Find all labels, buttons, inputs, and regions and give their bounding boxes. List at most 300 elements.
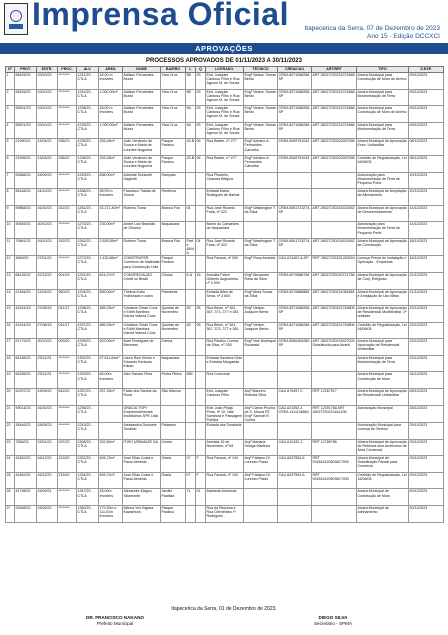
table-cell: CAU A79497-0: [278, 389, 312, 406]
table-cell: [312, 355, 357, 372]
table-row: [6, 89, 444, 106]
table-cell: 2: [6, 89, 15, 106]
table-cell: 55501/23: [15, 106, 37, 123]
column-header: PROC.: [58, 67, 77, 73]
table-cell: ********: [58, 189, 77, 206]
table-cell: 30/11/2023: [409, 506, 444, 523]
table-cell: 5: [6, 139, 15, 156]
table-cell: 626,72m²: [99, 472, 123, 489]
table-cell: 235,00m²: [99, 222, 123, 239]
table-cell: Estr. Joaquim Cardoso Filho e Rua Agenor M. de Souza: [206, 73, 244, 90]
table-row: [6, 389, 444, 406]
table-cell: 09/11/2023: [409, 106, 444, 123]
table-cell: Fabio dos Santos da Rosa: [123, 389, 161, 406]
table-row: [6, 489, 444, 506]
table-cell: 64296/23: [15, 372, 37, 389]
table-cell: 7: [6, 172, 15, 189]
table-cell: Engº Rosa Almeida: [244, 256, 278, 273]
table-cell: [186, 506, 196, 523]
table-cell: ART 28027230231627003 Substituída para Alvará: [312, 339, 357, 356]
table-cell: Yara Cruz: [161, 89, 186, 106]
table-cell: 29/11/2023: [409, 456, 444, 473]
signatory-name: DR. FRANCISCO NAKANO: [86, 615, 144, 620]
table-cell: Cristiane Chiari Cunz e Edith Martinez Garcia Vianna Cunz: [123, 306, 161, 323]
table-cell: 23/11/2023: [409, 306, 444, 323]
table-cell: [196, 439, 206, 456]
table-cell: [186, 405, 196, 422]
table-cell: Bairro do Camarões de Itaquaciara: [206, 222, 244, 239]
table-cell: 257,33m²: [99, 389, 123, 406]
table-cell: CONSTRUFER Comércio de Materiais para Construção Ltda: [123, 256, 161, 273]
table-cell: 9B: [186, 89, 196, 106]
table-cell: 26: [6, 489, 15, 506]
table-cell: 28446/23: [15, 423, 37, 440]
table-cell: [186, 339, 196, 356]
table-cell: 03: [196, 106, 206, 123]
table-cell: [244, 372, 278, 389]
table-cell: Estr. Joaquim Cardoso Filho e Rua Agenor M. de Souza: [206, 106, 244, 123]
table-cell: João Venâncio de Souza e Maria de Lourdes Nogueira: [123, 139, 161, 156]
table-cell: 1295/23 - CTLA: [77, 405, 99, 422]
table-cell: Alvará Municipal de Aprovação de Construção: [357, 238, 409, 255]
column-header: TÉCNICO: [244, 67, 278, 73]
table-cell: 1.432,66m²: [99, 256, 123, 273]
table-cell: ********: [58, 256, 77, 273]
table-cell: ART 28027230231374668: [312, 73, 357, 90]
table-cell: Adilson Fernandes Muniz: [123, 106, 161, 123]
column-header: LOGRADO.: [206, 67, 244, 73]
table-row: [6, 155, 444, 172]
table-cell: 1242/23 - CTLA: [77, 89, 99, 106]
table-cell: 1.000,00m²: [99, 122, 123, 139]
signatory-role: Secretário - SPMA: [313, 621, 353, 626]
table-cell: Rua Bévin, nº 361, 367, 373, 377 e 381: [206, 322, 244, 339]
table-cell: Cristiane Chiari Cunz e Edith Martinez Garcia Vianna Cunz: [123, 322, 161, 339]
table-cell: 14/11/2023: [409, 222, 444, 239]
table-cell: Branca Flor: [161, 238, 186, 255]
table-cell: Rua Baxter, nº 277: [206, 139, 244, 156]
table-row: [6, 456, 444, 473]
table-cell: 16: [6, 322, 15, 339]
table-cell: [312, 189, 357, 206]
table-cell: 03: [196, 73, 206, 90]
table-cell: 04: [196, 238, 206, 255]
table-cell: Adilson Fernandes Muniz: [123, 73, 161, 90]
table-cell: 24/11/2023: [409, 372, 444, 389]
table-cell: Yara Cruz: [161, 106, 186, 123]
table-cell: 26: [186, 306, 196, 323]
table-cell: ********: [58, 73, 77, 90]
table-cell: 041/17: [58, 322, 77, 339]
table-cell: 202,00m²: [99, 339, 123, 356]
table-cell: Alvará Municipal para Movimentação de Terra: [357, 89, 409, 106]
table-cell: 226,28m²: [99, 139, 123, 156]
table-cell: CREA 5069791043: [278, 155, 312, 172]
table-cell: CREA 5070688798: [278, 272, 312, 289]
table-cell: 336/22: [58, 155, 77, 172]
table-cell: 29/11/2023: [409, 439, 444, 456]
table-cell: Alvará Municipal para Movimentação de Terra: [357, 355, 409, 372]
table-row: [6, 139, 444, 156]
table-cell: Alvará Municipal para Construção de Muro: [357, 372, 409, 389]
table-cell: RRT 28027230231263004: [312, 256, 357, 273]
table-cell: 30/11/2023: [409, 489, 444, 506]
table-cell: 24: [6, 456, 15, 473]
table-cell: Alvará Municipal para Movimentação de Terra: [357, 122, 409, 139]
table-cell: 11: [6, 238, 15, 255]
table-cell: 17: [6, 339, 15, 356]
table-cell: 242/23: [58, 205, 77, 222]
table-cell: CAU A21052-4 CREA 1411106864: [278, 405, 312, 422]
table-cell: ********: [58, 423, 77, 440]
table-cell: ART 28027230231374668: [312, 106, 357, 123]
table-cell: CREA 5061723274-SP: [278, 205, 312, 222]
table-cell: José Elias Costa e Paulo Almeida: [123, 472, 161, 489]
table-cell: 18,00m Imovens: [99, 489, 123, 506]
table-cell: 33.271,40m²: [99, 205, 123, 222]
table-cell: [244, 423, 278, 440]
table-row: [6, 256, 444, 273]
table-cell: 50549/23: [15, 222, 37, 239]
table-cell: 242/23: [58, 238, 77, 255]
table-cell: 638,00m²: [99, 172, 123, 189]
table-cell: 20: [6, 389, 15, 406]
table-cell: 29/11/2023: [409, 423, 444, 440]
column-header: ENTR.: [37, 67, 58, 73]
approvals-table: [5, 66, 444, 523]
table-cell: ********: [58, 122, 77, 139]
newspaper-title: Imprensa Oficial: [32, 0, 289, 32]
table-cell: ********: [58, 106, 77, 123]
table-cell: 68135/22: [15, 272, 37, 289]
table-cell: 16/11/2023: [409, 256, 444, 273]
table-cell: [196, 405, 206, 422]
table-cell: 836,00m²: [99, 289, 123, 306]
table-cell: André Luiz Brandão de Oliveira: [123, 222, 161, 239]
table-cell: ********: [58, 222, 77, 239]
table-cell: 5-A: [186, 272, 196, 289]
table-cell: Alvará Municipal para Aprovação de Residencial Unifamiliar: [357, 339, 409, 356]
table-cell: [278, 189, 312, 206]
table-cell: 1332/23 - CTLA: [77, 456, 99, 473]
table-cell: ********: [58, 405, 77, 422]
table-cell: 6: [6, 155, 15, 172]
table-cell: Parte 4B/4A: [186, 238, 194, 256]
table-cell: [278, 172, 312, 189]
table-cell: 215/20: [58, 472, 77, 489]
column-header: ALV.: [77, 67, 99, 73]
column-header: L: [186, 67, 196, 73]
table-cell: 1291/23 - CTLA: [77, 272, 99, 289]
table-cell: 03/10/23: [37, 106, 58, 123]
table-cell: Alex Sandro Pires: [123, 372, 161, 389]
table-cell: 041/17: [58, 306, 77, 323]
table-cell: Alvará Municipal de Aprovação de Conj. Religioso: [357, 272, 409, 289]
table-cell: 07: [186, 472, 196, 489]
table-cell: Pedra Pintra: [161, 372, 186, 389]
table-cell: 23/11/2023: [409, 355, 444, 372]
signature-mayor: [40, 615, 190, 627]
table-cell: 06: [196, 139, 206, 156]
table-cell: RRT 12391768 ART 28027230221461206: [312, 405, 357, 422]
table-cell: CREA 5071068268-SP: [278, 306, 312, 323]
table-cell: Parque Paraíso: [161, 506, 186, 523]
table-cell: 1275/23 - CTLA: [77, 222, 99, 239]
table-cell: [278, 489, 312, 506]
table-cell: 52668/23: [15, 172, 37, 189]
table-cell: 41798/22: [15, 489, 37, 506]
table-cell: 29/11/2023: [409, 472, 444, 489]
table-cell: RRT 12789786: [312, 439, 357, 456]
table-cell: 2.835,55m²: [99, 238, 123, 255]
table-cell: 05: [196, 306, 206, 323]
table-cell: 23/11/2023: [409, 339, 444, 356]
table-cell: 27/08/15: [37, 306, 58, 323]
table-cell: Engº Washington T. da Silva: [244, 205, 278, 222]
table-cell: 485,33m²: [99, 306, 123, 323]
table-cell: 037/23: [58, 439, 77, 456]
signature-date: Itapecerica da Serra, 01 de Dezembro de 2023.: [171, 606, 277, 612]
table-cell: 65,00m Imovens: [99, 372, 123, 389]
table-cell: 001/23: [58, 272, 77, 289]
table-cell: [186, 389, 196, 406]
table-cell: Engº Alexandre Rosa da Silva: [244, 272, 278, 289]
table-cell: CAU A12432-2: [278, 439, 312, 456]
table-cell: 30/10/23: [37, 222, 58, 239]
table-cell: 12/04/23: [37, 289, 58, 306]
table-cell: 03: [196, 89, 206, 106]
table-cell: 27/01/20: [37, 256, 58, 273]
table-cell: Jardim Paulista: [161, 489, 186, 506]
table-row: [6, 222, 444, 239]
table-cell: 3: [6, 106, 15, 123]
table-cell: Itaquaciara: [161, 222, 186, 239]
table-cell: 13/04/22: [37, 155, 58, 172]
table-cell: ART 28027230231749806: [312, 306, 357, 323]
table-cell: ART 28027230230721758: [312, 272, 357, 289]
city-seal-icon: [4, 3, 28, 35]
table-cell: Estrada Maria Rodrigues de Barbal: [206, 189, 244, 206]
table-cell: [244, 172, 278, 189]
table-cell: 23-B: [186, 155, 196, 172]
table-cell: 19/01/23: [37, 439, 58, 456]
table-cell: 09/11/2023: [409, 122, 444, 139]
table-cell: Certidão de Regularização, Lei 16/06/05: [357, 322, 409, 339]
table-cell: 1298/23 - CTLA: [77, 306, 99, 323]
table-cell: 23/11/23: [37, 372, 58, 389]
table-cell: 70661/23: [15, 238, 37, 255]
table-row: [6, 289, 444, 306]
table-cell: Arqº Carlos Prucha de S. Moura RT: Engº Samuel R. Cunha: [244, 405, 278, 422]
table-cell: Rua Paraná, nº 000: [206, 256, 244, 273]
table-cell: 226,28m²: [99, 155, 123, 172]
table-cell: ART 28027230231621652: [312, 238, 357, 255]
table-cell: 1350/23 - CTLA: [77, 506, 99, 523]
table-cell: 10: [6, 222, 15, 239]
table-cell: [196, 189, 206, 206]
table-cell: 1347/23 - CTLA: [77, 489, 99, 506]
table-cell: Rua José Ricardo Faria, nº 322: [206, 238, 244, 255]
table-cell: 1334/23 - CTLA: [77, 472, 99, 489]
table-row: [6, 472, 444, 489]
edition-number: Ano 15 - Edição DCCXCI: [367, 33, 440, 40]
table-cell: Rua Paraná, nº 194: [206, 472, 244, 489]
table-cell: ART 28027230231081564: [312, 289, 357, 306]
table-cell: 21/11/2023: [409, 272, 444, 289]
table-cell: 59014/23: [15, 405, 37, 422]
table-cell: Parque Paraíso: [161, 155, 186, 172]
table-cell: 09/11/2023: [409, 89, 444, 106]
table-cell: 1243/23 - CTLA: [77, 423, 99, 440]
table-cell: 41652/20: [15, 456, 37, 473]
table-cell: 1239/23 - CTLA: [77, 122, 99, 139]
signature-secretary: [258, 615, 408, 627]
table-cell: 03/10/23: [37, 89, 58, 106]
table-row: [6, 322, 444, 339]
column-header: D.EXP.: [409, 67, 444, 73]
table-cell: 23: [6, 439, 15, 456]
table-cell: ART 28027230231621652: [312, 205, 357, 222]
table-cell: [312, 489, 357, 506]
table-cell: Engº Nelson Tomas Bento: [244, 89, 278, 106]
table-cell: 13: [6, 272, 15, 289]
table-cell: Ademair Donizete Gagliotti: [123, 172, 161, 189]
table-cell: [186, 355, 196, 372]
table-cell: 9A: [186, 122, 196, 139]
table-cell: [196, 256, 206, 273]
table-row: [6, 405, 444, 422]
table-cell: Rua Paulino Correa da Silva, nº 335: [206, 339, 244, 356]
table-cell: Palmeiras: [161, 289, 186, 306]
table-cell: 16: [196, 272, 206, 289]
table-cell: Branca Flor: [161, 205, 186, 222]
table-cell: 03/10/23: [37, 73, 58, 90]
table-cell: [244, 489, 278, 506]
table-cell: Autorização para Movimentação de Terra de Pequeno Porte: [357, 222, 409, 239]
table-cell: 41924/15: [15, 306, 37, 323]
table-cell: João Venâncio de Souza e Maria de Lourdes Nogueira: [123, 155, 161, 172]
table-cell: Alameda Americas: [206, 489, 244, 506]
table-cell: Sampaio: [161, 172, 186, 189]
table-cell: [196, 289, 206, 306]
table-cell: 16/12/20: [37, 456, 58, 473]
table-row: [6, 439, 444, 456]
table-cell: [186, 439, 196, 456]
table-cell: Engº Alma Sousa da Silva: [244, 289, 278, 306]
table-cell: Licença Prévia de Instalação e Operação - Empresas: [357, 256, 409, 273]
table-cell: [196, 205, 206, 222]
column-header: TIPO: [357, 67, 409, 73]
table-cell: 22/12/22: [37, 272, 58, 289]
table-cell: ********: [58, 355, 77, 372]
table-cell: 10/11/2023: [409, 172, 444, 189]
table-cell: GRACIA TSPY Empreendimentos Imobiliários SPE Ltda: [123, 405, 161, 422]
table-body: [6, 73, 444, 523]
table-cell: Yara Cruz: [161, 122, 186, 139]
table-cell: 55425/23: [15, 73, 37, 90]
table-cell: Alvará Municipal de Aprovação de Residencial Unifamiliar: [357, 389, 409, 406]
table-cell: 28/11/2023: [409, 389, 444, 406]
dateline: [304, 25, 440, 41]
signatory-role: Prefeito Municipal: [96, 621, 134, 626]
table-row: [6, 238, 444, 255]
table-cell: [196, 372, 206, 389]
table-cell: Adilson Fernandes Muniz: [123, 89, 161, 106]
table-cell: Engº Adriano A. Fernandes Carvalho: [244, 155, 278, 172]
table-cell: [186, 289, 196, 306]
table-cell: Certidão de Regularização, Lei 16/06/05: [357, 472, 409, 489]
table-cell: Estr. Joaquim Cardoso Filho e Rua Agenor M. de Souza: [206, 89, 244, 106]
table-cell: 20/10/23: [37, 339, 58, 356]
table-cell: [196, 389, 206, 406]
table-cell: 14/11/2023: [409, 205, 444, 222]
table-cell: 24/10/23: [37, 189, 58, 206]
table-cell: 15/09/23: [37, 172, 58, 189]
table-cell: 03/10/23: [37, 122, 58, 139]
table-cell: Engº Nelson Joaquim Bento: [244, 322, 278, 339]
table-cell: Alvará Municipal de Alinhamento: [357, 506, 409, 523]
table-cell: CAU A037554-6: [278, 472, 312, 489]
table-cell: 27/08/15: [37, 322, 58, 339]
table-cell: Adilson Fernandes Muniz: [123, 122, 161, 139]
table-cell: [186, 189, 196, 206]
table-cell: 21: [6, 405, 15, 422]
table-cell: ART 28027230231374668: [312, 122, 357, 139]
table-cell: 1241/23 - CTLA: [77, 73, 99, 90]
table-cell: [312, 506, 357, 523]
table-cell: CREA 5071068268-SP: [278, 89, 312, 106]
table-cell: Alexandre Magno Talamonte: [123, 489, 161, 506]
table-cell: 18/05/23: [37, 423, 58, 440]
column-header: CREA/CAU: [278, 67, 312, 73]
table-cell: 15: [6, 306, 15, 323]
table-row: [6, 189, 444, 206]
table-cell: 1299/23 - CTLA: [77, 339, 99, 356]
table-cell: 64188/23: [15, 355, 37, 372]
table-cell: Olaria: [161, 472, 186, 489]
table-cell: [196, 222, 206, 239]
table-cell: 08/11/2023: [409, 155, 444, 172]
table-cell: [312, 372, 357, 389]
table-cell: 21/11/2023: [409, 289, 444, 306]
table-cell: F: [196, 456, 206, 473]
table-cell: 08/11/2023: [409, 139, 444, 156]
table-cell: Rua Paraná, nº 194: [206, 456, 244, 473]
table-row: [6, 73, 444, 90]
table-cell: Rua José Ricardo Faria, nº 322: [206, 205, 244, 222]
table-cell: 19/09/22: [37, 389, 58, 406]
table-cell: Rubens Tuma: [123, 205, 161, 222]
table-cell: 1238/23 - CTLA: [77, 106, 99, 123]
table-cell: 13/04/22: [37, 139, 58, 156]
table-cell: 26: [186, 322, 196, 339]
table-cell: 1288/23 - CTLA: [77, 189, 99, 206]
table-cell: 52297/22: [15, 389, 37, 406]
table-cell: 16/10/23: [37, 405, 58, 422]
table-cell: 21484/23: [15, 289, 37, 306]
section-title: APROVAÇÕES: [195, 44, 253, 53]
table-cell: 626,72m²: [99, 456, 123, 473]
table-cell: Engº Adriano A. Fernandes Carvalho: [244, 139, 278, 156]
table-cell: Alessandra Donizete Tonalski: [123, 423, 161, 440]
table-cell: 8: [6, 189, 15, 206]
table-cell: Alvará Municipal de Construção de Muro: [357, 489, 409, 506]
table-cell: Alvará Municipal de Ampliação de Alinhamento: [357, 189, 409, 206]
table-cell: [244, 506, 278, 523]
table-cell: 23/11/23: [37, 355, 58, 372]
table-cell: 03: [196, 122, 206, 139]
table-cell: [161, 405, 186, 422]
